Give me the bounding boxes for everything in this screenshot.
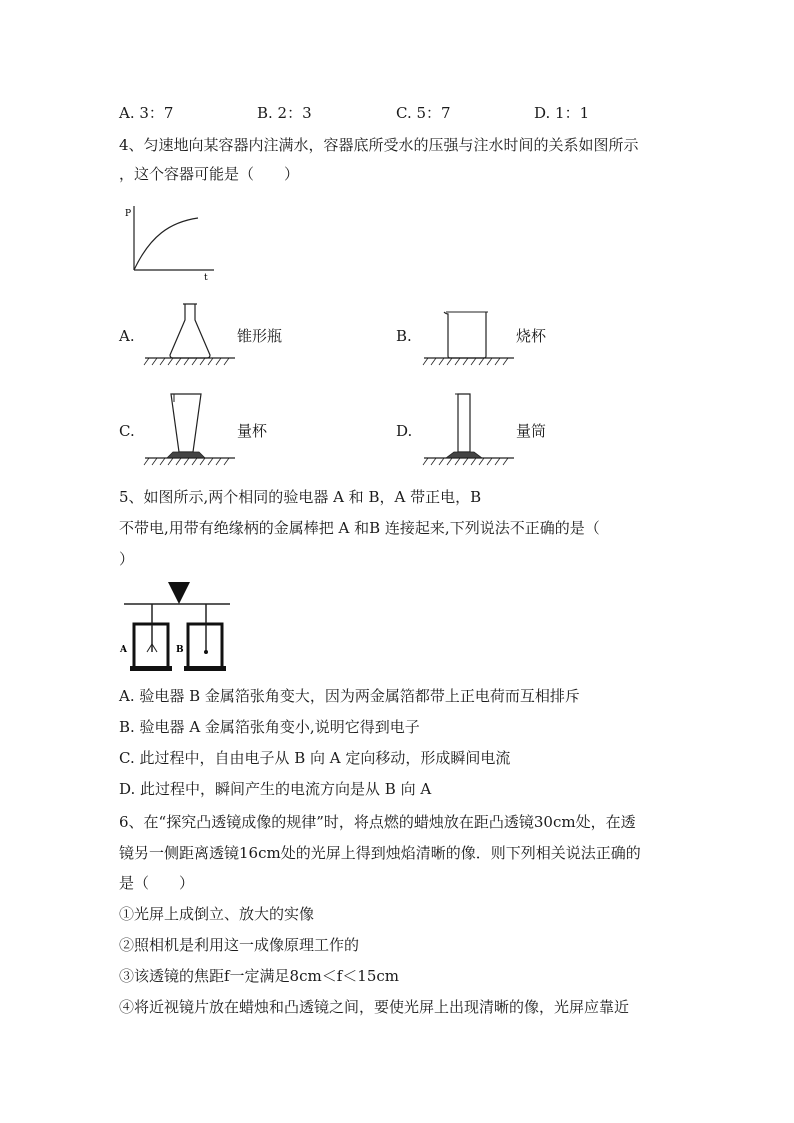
q4-option-a-letter: A.	[119, 327, 135, 345]
electroscope-b-label: B	[176, 645, 184, 655]
q5-stem-line-1: 5、如图所示,两个相同的验电器 A 和 B，A 带正电，B	[119, 488, 482, 506]
q6-stem-line-2: 镜另一侧距离透镜16cm处的光屏上得到烛焰清晰的像．则下列相关说法正确的	[119, 844, 641, 862]
q4-option-c-letter: C.	[119, 422, 135, 440]
q4-option-d-letter: D.	[396, 422, 413, 440]
q6-stem-line-3: 是（ ）	[119, 874, 195, 892]
q5-option-c: C. 此过程中，自由电子从 B 向 A 定向移动，形成瞬间电流	[119, 749, 511, 767]
q4-option-d-name: 量筒	[516, 422, 547, 440]
q5-option-a: A. 验电器 B 金属箔张角变大，因为两金属箔都带上正电荷而互相排斥	[119, 687, 580, 705]
q6-statement-3: ③该透镜的焦距f一定满足8cm＜f＜15cm	[119, 967, 399, 985]
q4-option-c-name: 量杯	[237, 422, 268, 440]
q3-option-c: C. 5：7	[396, 104, 451, 122]
q4-stem-line-1: 4、匀速地向某容器内注满水，容器底所受水的压强与注水时间的关系如图所示	[119, 136, 639, 154]
electroscope-a-label: A	[120, 645, 127, 655]
q4-option-b-name: 烧杯	[516, 327, 547, 345]
q6-statement-2: ②照相机是利用这一成像原理工作的	[119, 936, 360, 954]
q3-option-a: A. 3：7	[119, 104, 174, 122]
graph-x-label: t	[204, 273, 208, 282]
q5-stem-line-3: ）	[119, 550, 135, 568]
graph-y-label: P	[125, 209, 132, 219]
electroscope-figure	[118, 580, 234, 676]
q4-stem-line-2: ，这个容器可能是（ ）	[119, 165, 300, 183]
q6-statement-1: ①光屏上成倒立、放大的实像	[119, 905, 315, 923]
q6-statement-4: ④将近视镜片放在蜡烛和凸透镜之间，要使光屏上出现清晰的像，光屏应靠近	[119, 998, 630, 1016]
graduated-cylinder-figure	[422, 390, 516, 466]
q4-option-a-name: 锥形瓶	[237, 327, 283, 345]
q4-option-b-letter: B.	[396, 327, 412, 345]
q5-stem-line-2: 不带电,用带有绝缘柄的金属棒把 A 和B 连接起来,下列说法不正确的是（	[119, 519, 600, 537]
measuring-cup-figure	[143, 390, 237, 466]
conical-flask-figure	[143, 300, 237, 370]
q3-option-d: D. 1：1	[534, 104, 590, 122]
pressure-time-graph	[122, 200, 222, 282]
q5-option-b: B. 验电器 A 金属箔张角变小,说明它得到电子	[119, 718, 420, 736]
q3-option-b: B. 2：3	[257, 104, 312, 122]
q6-stem-line-1: 6、在“探究凸透镜成像的规律”时，将点燃的蜡烛放在距凸透镜30cm处，在透	[119, 813, 636, 831]
beaker-figure	[422, 300, 516, 370]
q5-option-d: D. 此过程中，瞬间产生的电流方向是从 B 向 A	[119, 780, 432, 798]
